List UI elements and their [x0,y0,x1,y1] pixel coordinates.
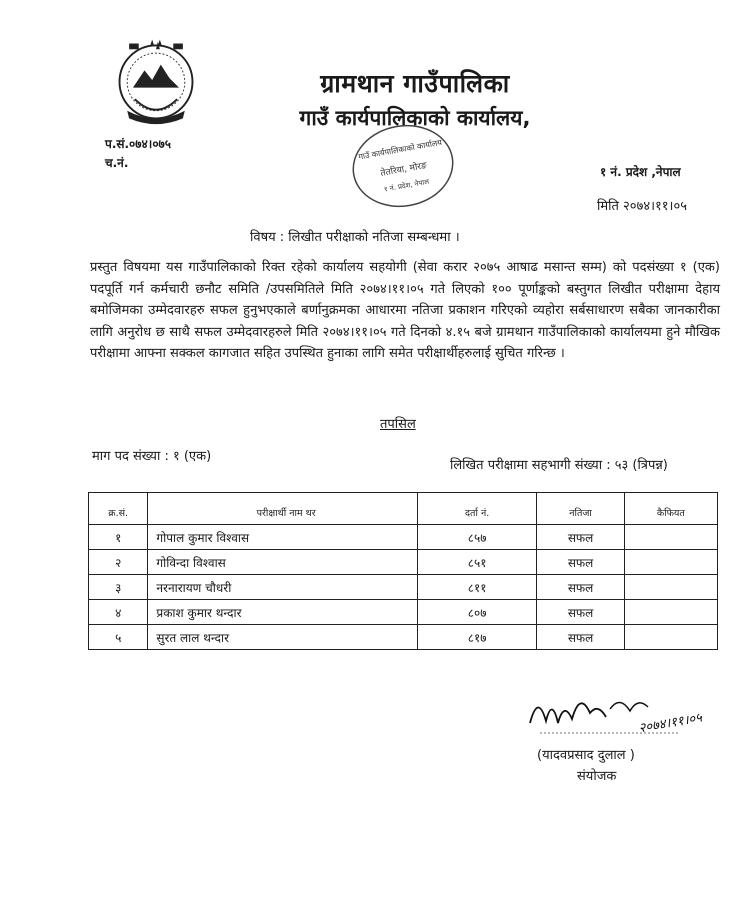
row-name: प्रकाश कुमार थन्दार [148,600,417,625]
row-serial: २ [89,550,148,575]
row-name: गोविन्दा विश्वास [148,550,417,575]
stamp-line-1: गाउँ कार्यपालिकाको कार्यालय [357,137,443,162]
office-name: ग्रामथान गाउँपालिका [320,69,510,98]
result-table [88,492,718,650]
row-remarks [624,525,717,550]
table-header-row [89,493,718,525]
row-remarks [624,625,717,650]
table-row [89,625,718,650]
stamp-line-3: १ नं. प्रदेश, नेपाल [383,177,430,194]
signatory-role: संयोजक [577,769,617,784]
table-row [89,550,718,575]
row-serial: ४ [89,600,148,625]
header-name: परीक्षार्थी नाम थर [148,493,417,525]
row-registration: ८५७ [417,525,537,550]
dispatch-number: च.नं. [105,156,129,170]
header-registration: दर्ता नं. [417,493,537,525]
letter-date: मिति २०७४।११।०५ [597,199,687,214]
body-paragraph: प्रस्तुत विषयमा यस गाउँपालिकाको रिक्त रहेको कार्यालय सहयोगी (सेवा करार २०७५ आषाढ मसान्त सम्म) को पदसंख्या १ (एक) पदपूर्ति गर्न कर्मचारी छनौट समिति /उपसमितिले मिति २०७४।११।०५ गते लिएको १०० पूर्णाङ्कको बस्तुगत लिखीत परीक्षामा देहाय बमोजिमका उम्मेदवारहरु सफल हुनुभएकाले बर्णानुक्रमका आधारमा नतिजा प्रकाशन गरिएको व्यहोरा सर्बसाधारण सबैका जानकारीका लागि अनुरोध छ साथै सफल उम्मेदवारहरुले मिति २०७४।११।०५ गते दिनको ४.१५ बजे ग्रामथान गाउँपालिकाको कार्यालयमा हुने मौखिक परीक्षामा आफ्ना सक्कल कागजात सहित उपस्थित हुनाका लागि समेत परीक्षार्थीहरुलाई सुचित गरिन्छ । [90,260,720,361]
header-serial: क्र.सं. [89,493,148,525]
header-result: नतिजा [537,493,624,525]
post-count: माग पद संख्या : १ (एक) [92,449,212,464]
government-emblem-icon [108,32,204,128]
row-result: सफल [537,550,624,575]
row-result: सफल [537,575,624,600]
signatory-name: (यादवप्रसाद दुलाल ) [537,748,635,763]
reference-number: प.सं.०७४।०७५ [105,137,172,151]
header-remarks: कैफियत [624,493,717,525]
signature-mark [520,683,720,743]
row-serial: ५ [89,625,148,650]
row-result: सफल [537,600,624,625]
table-row [89,600,718,625]
row-result: सफल [537,625,624,650]
row-serial: १ [89,525,148,550]
row-remarks [624,550,717,575]
stamp-line-2: तेतरिया, मोरङ [379,160,428,179]
table-row [89,575,718,600]
province-label: १ नं. प्रदेश ,नेपाल [600,165,681,179]
row-name: गोपाल कुमार विश्वास [148,525,417,550]
row-name: सुरत लाल थन्दार [148,625,417,650]
office-subtitle: गाउँ कार्यपालिकाको कार्यालय, [299,106,531,130]
subject-line: विषय : लिखीत परीक्षाको नतिजा सम्बन्धमा । [250,230,460,245]
row-remarks [624,575,717,600]
row-serial: ३ [89,575,148,600]
row-result: सफल [537,525,624,550]
table-row [89,525,718,550]
row-registration: ८१७ [417,625,537,650]
participant-count: लिखित परीक्षामा सहभागी संख्या : ५३ (त्रिपन्न) [450,458,668,473]
signature-date: २०७४।११।०५ [637,710,704,737]
row-registration: ८०७ [417,600,537,625]
office-stamp [348,116,458,216]
row-registration: ८५१ [417,550,537,575]
row-remarks [624,600,717,625]
row-registration: ८११ [417,575,537,600]
row-name: नरनारायण चौधरी [148,575,417,600]
details-heading: तपसिल [380,417,416,432]
